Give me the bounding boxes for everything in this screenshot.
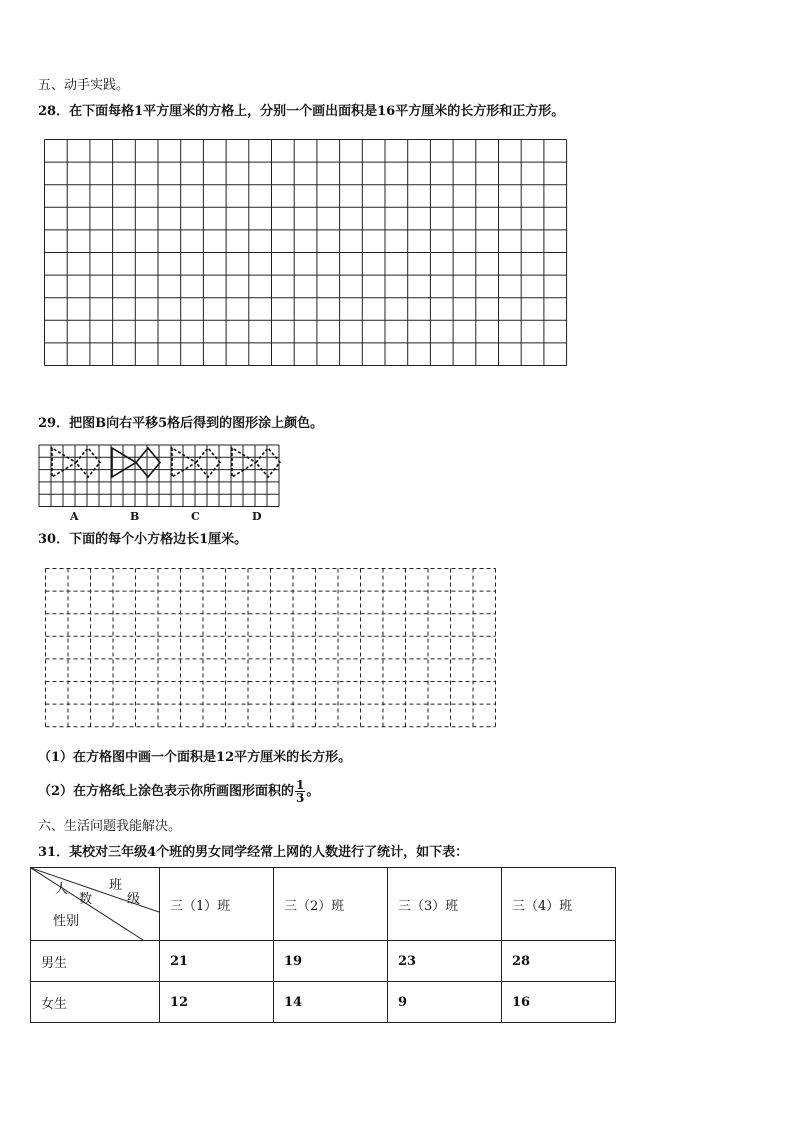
row-label-girls: 女生 xyxy=(31,982,160,1023)
shape-a xyxy=(52,448,100,477)
table-row xyxy=(31,941,616,982)
shape-d xyxy=(232,448,280,477)
part-2-prefix: （2）在方格纸上涂色表示你所画图形面积的 xyxy=(38,784,295,799)
part-2-suffix: 。 xyxy=(306,784,320,799)
boys-class-2[interactable]: 19 xyxy=(274,941,388,982)
girls-class-3[interactable]: 9 xyxy=(388,982,502,1023)
diagonal-header-cell xyxy=(31,868,160,941)
figure-label-c: C xyxy=(191,510,200,523)
shape-b xyxy=(112,448,160,477)
boys-class-3[interactable]: 23 xyxy=(388,941,502,982)
corner-label-ban: 班 xyxy=(109,878,123,893)
question-30-part-2 xyxy=(38,777,319,807)
table-header-row xyxy=(31,868,616,941)
question-28-number: 28． xyxy=(38,104,70,119)
figure-label-b: B xyxy=(130,510,140,523)
girls-class-2[interactable]: 14 xyxy=(274,982,388,1023)
question-31-prompt xyxy=(38,845,468,861)
header-class-1: 三（1）班 xyxy=(160,868,274,941)
girls-class-4[interactable]: 16 xyxy=(502,982,616,1023)
corner-label-ren: 人 xyxy=(55,882,69,897)
fraction-one-third: $\frac{1}{3}$ xyxy=(296,778,305,805)
corner-label-gender: 性别 xyxy=(53,914,80,929)
row-label-boys: 男生 xyxy=(31,941,160,982)
header-class-4: 三（4）班 xyxy=(502,868,616,941)
girls-class-1[interactable]: 12 xyxy=(160,982,274,1023)
boys-class-1[interactable]: 21 xyxy=(160,941,274,982)
section-six-title: 六、生活问题我能解决。 xyxy=(38,819,182,834)
header-class-2: 三（2）班 xyxy=(274,868,388,941)
question-29-number: 29． xyxy=(38,416,70,431)
question-29-text: 把图B向右平移5格后得到的图形涂上颜色。 xyxy=(69,416,324,431)
corner-label-ji: 级 xyxy=(127,892,141,907)
corner-label-shu: 数 xyxy=(79,892,93,907)
question-29-prompt xyxy=(38,416,323,432)
table-row xyxy=(31,982,616,1023)
q28-square-grid[interactable] xyxy=(44,139,568,367)
internet-usage-table xyxy=(30,867,616,1023)
question-31-text: 某校对三年级4个班的男女同学经常上网的人数进行了统计，如下表： xyxy=(69,845,469,860)
section-five-title: 五、动手实践。 xyxy=(38,78,130,93)
question-30-number: 30． xyxy=(38,532,70,547)
figure-label-d: D xyxy=(252,510,262,523)
question-28-text: 在下面每格1平方厘米的方格上，分别一个画出面积是16平方厘米的长方形和正方形。 xyxy=(69,104,565,119)
shape-c xyxy=(172,448,220,477)
question-30-text: 下面的每个小方格边长1厘米。 xyxy=(69,532,248,547)
q30-dashed-grid[interactable] xyxy=(45,568,497,728)
question-30-part-1: （1）在方格图中画一个面积是12平方厘米的长方形。 xyxy=(38,750,352,765)
question-31-number: 31． xyxy=(38,845,70,860)
header-class-3: 三（3）班 xyxy=(388,868,502,941)
question-30-prompt xyxy=(38,532,247,548)
question-28-prompt xyxy=(38,104,564,120)
figure-label-a: A xyxy=(70,510,79,523)
q29-translation-figure[interactable] xyxy=(38,444,284,510)
boys-class-4[interactable]: 28 xyxy=(502,941,616,982)
